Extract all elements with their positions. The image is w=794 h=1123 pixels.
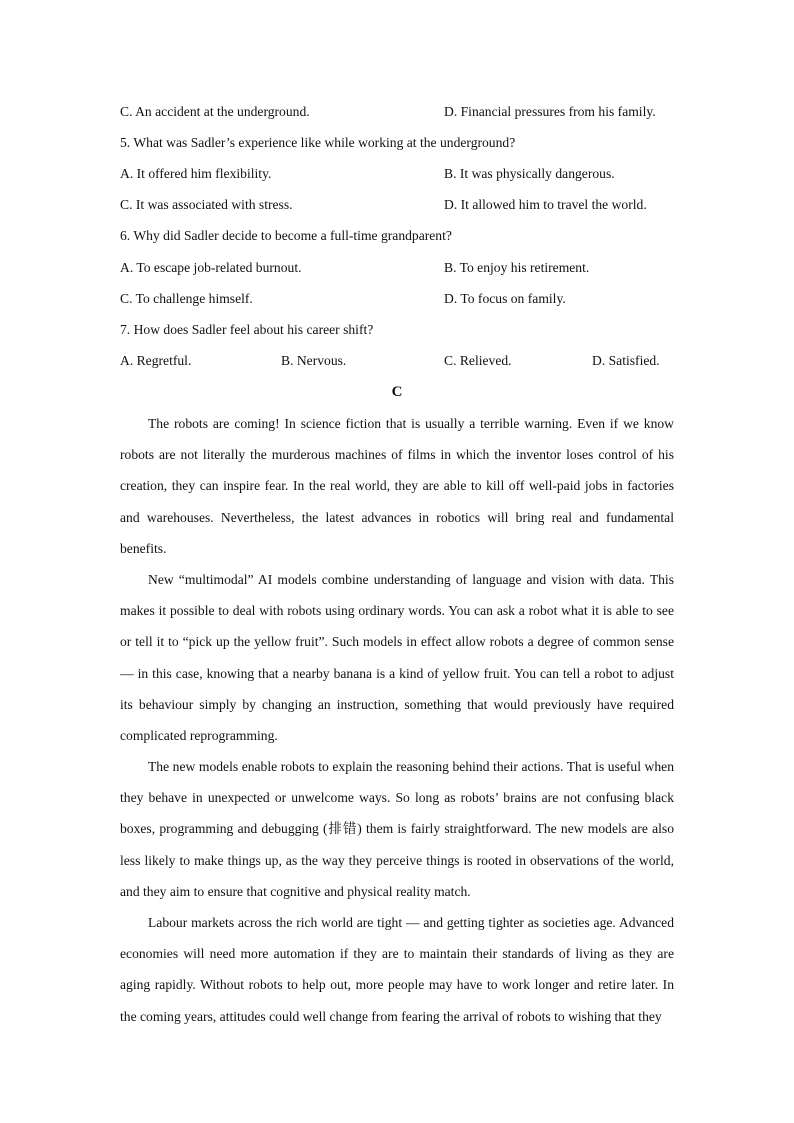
- passage-paragraph-2: New “multimodal” AI models combine understanding of language and vision with data. This makes it possible to deal with robots using ordinary words. You can ask a robot what it is able to see or tell it to “pick up the yellow fruit”. Such models in effect allow robots a degree of common sense — in this case, knowing that a nearby banana is a kind of yellow fruit. You can tell a robot to adjust its behaviour simply by changing an instruction, something that would previously have required complicated reprogramming.: [120, 572, 674, 744]
- q7-option-b: B. Nervous.: [281, 353, 347, 368]
- q6-option-d: D. To focus on family.: [444, 291, 566, 306]
- q5-option-b: B. It was physically dangerous.: [444, 166, 615, 181]
- q7-option-c: C. Relieved.: [444, 353, 512, 368]
- passage-paragraph-1: The robots are coming! In science fiction that is usually a terrible warning. Even if we know robots are not literally the murderous machines of films in which the inventor loses control of his creation, they can inspire fear. In the real world, they are able to kill off well-paid jobs in factories and warehouses. Nevertheless, the latest advances in robotics will bring real and fundamental benefits.: [120, 416, 674, 556]
- q7-option-d: D. Satisfied.: [592, 353, 660, 368]
- q6-option-a: A. To escape job-related burnout.: [120, 260, 302, 275]
- q5-stem: 5. What was Sadler’s experience like while working at the underground?: [120, 135, 516, 150]
- passage-paragraph-4: Labour markets across the rich world are tight — and getting tighter as societies age. Advanced economies will need more automation if they are to maintain their standards of living as they are aging rapidly. Without robots to help out, more people may have to work longer and retire later. In the coming years, attitudes could well change from fearing the arrival of robots to wishing that they: [120, 915, 674, 1024]
- passage-paragraph-3: The new models enable robots to explain the reasoning behind their actions. That is useful when they behave in unexpected or unwelcome ways. So long as robots’ brains are not confusing black boxes, programming and debugging (排错) them is fairly straightforward. The new models are also less likely to make things up, as the way they perceive things is rooted in observations of the world, and they aim to ensure that cognitive and physical reality match.: [120, 759, 674, 899]
- q5-option-d: D. It allowed him to travel the world.: [444, 197, 647, 212]
- q6-stem: 6. Why did Sadler decide to become a full-time grandparent?: [120, 228, 452, 243]
- q5-option-c: C. It was associated with stress.: [120, 197, 293, 212]
- section-heading: C: [391, 384, 403, 400]
- q7-option-a: A. Regretful.: [120, 353, 192, 368]
- q4-option-d: D. Financial pressures from his family.: [444, 104, 656, 119]
- q5-option-a: A. It offered him flexibility.: [120, 166, 272, 181]
- q4-option-c: C. An accident at the underground.: [120, 104, 310, 119]
- q6-option-c: C. To challenge himself.: [120, 291, 253, 306]
- q6-option-b: B. To enjoy his retirement.: [444, 260, 590, 275]
- q7-stem: 7. How does Sadler feel about his career shift?: [120, 322, 374, 337]
